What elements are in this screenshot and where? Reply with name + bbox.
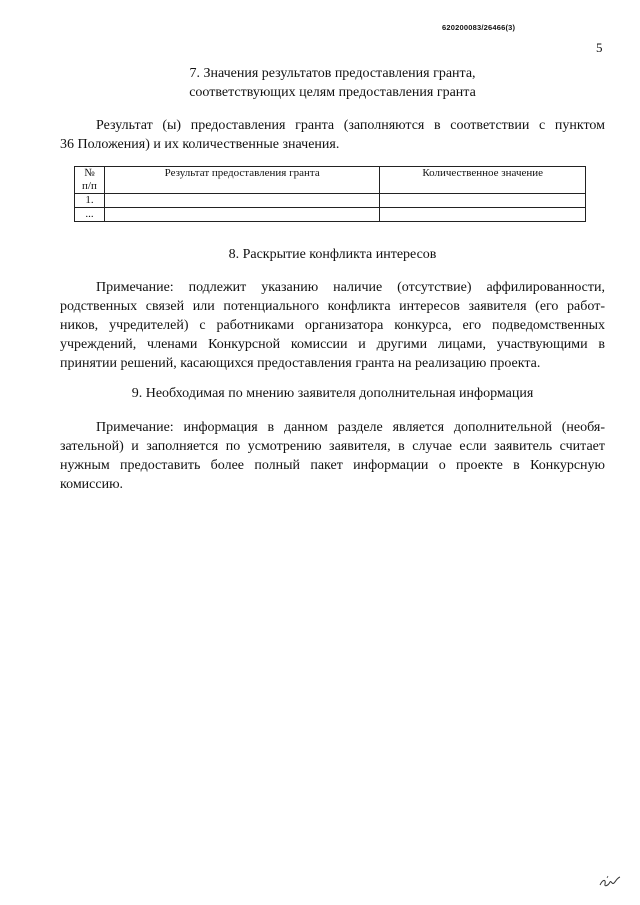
row-result: [104, 208, 379, 222]
col-value-header: Количественное значение: [380, 167, 586, 194]
section7-title-line2: соответствующих целям предоставления гранта: [189, 85, 476, 100]
section9-note-line1: Примечание: информация в данном разделе является дополнительной (необя-: [96, 420, 605, 435]
col-result-header: Результат предоставления гранта: [104, 167, 379, 194]
section7-title: [60, 64, 605, 102]
section7-title-line1: 7. Значения результатов предоставления гранта,: [189, 66, 476, 81]
results-table-header: [75, 167, 586, 194]
table-row: [75, 208, 586, 222]
section7-intro-line2: 36 Положения) и их количественные значения.: [60, 137, 340, 152]
section8-note-line4: учреждений, членами Конкурсной комиссии и другими лицами, участвующими в: [60, 337, 605, 352]
section9-note-line2: зательной) и заполняется по усмотрению заявителя, в случае если заявитель считает: [60, 439, 605, 454]
col-num-header-line2: п/п: [82, 180, 97, 192]
section7-intro-line1: Результат (ы) предоставления гранта (заполняются в соответствии с пунктом: [96, 118, 605, 133]
results-table: [74, 166, 586, 222]
page-number: 5: [596, 40, 603, 55]
section9-title: 9. Необходимая по мнению заявителя дополнительная информация: [131, 386, 534, 401]
section9-note: [60, 418, 605, 494]
row-num: ...: [75, 208, 105, 222]
document-id: 620200083/26466(3): [442, 23, 516, 32]
section9-note-line3: нужным предоставить более полный пакет информации о проекте в Конкурсную: [60, 458, 605, 473]
col-num-header-line1: №: [84, 167, 95, 179]
section8-note-line5: принятии решений, касающихся предоставления гранта на реализацию проекта.: [60, 356, 541, 371]
col-num-header: [75, 167, 105, 194]
section8-note-line3: ников, учредителей) с работниками организатора конкурса, его подведомственных: [60, 318, 605, 333]
row-result: [104, 194, 379, 208]
section7-intro: [60, 116, 605, 154]
table-row: [75, 194, 586, 208]
row-value: [380, 194, 586, 208]
section8-note: [60, 278, 605, 373]
section9-note-line4: комиссию.: [60, 477, 124, 492]
row-value: [380, 208, 586, 222]
section8-title: 8. Раскрытие конфликта интересов: [228, 247, 437, 262]
handwritten-initials-icon: [598, 873, 622, 889]
row-num: 1.: [75, 194, 105, 208]
section8-note-line2: родственных связей или потенциального конфликта интересов заявителя (его работ-: [60, 299, 605, 314]
section8-note-line1: Примечание: подлежит указанию наличие (отсутствие) аффилированности,: [96, 280, 605, 295]
